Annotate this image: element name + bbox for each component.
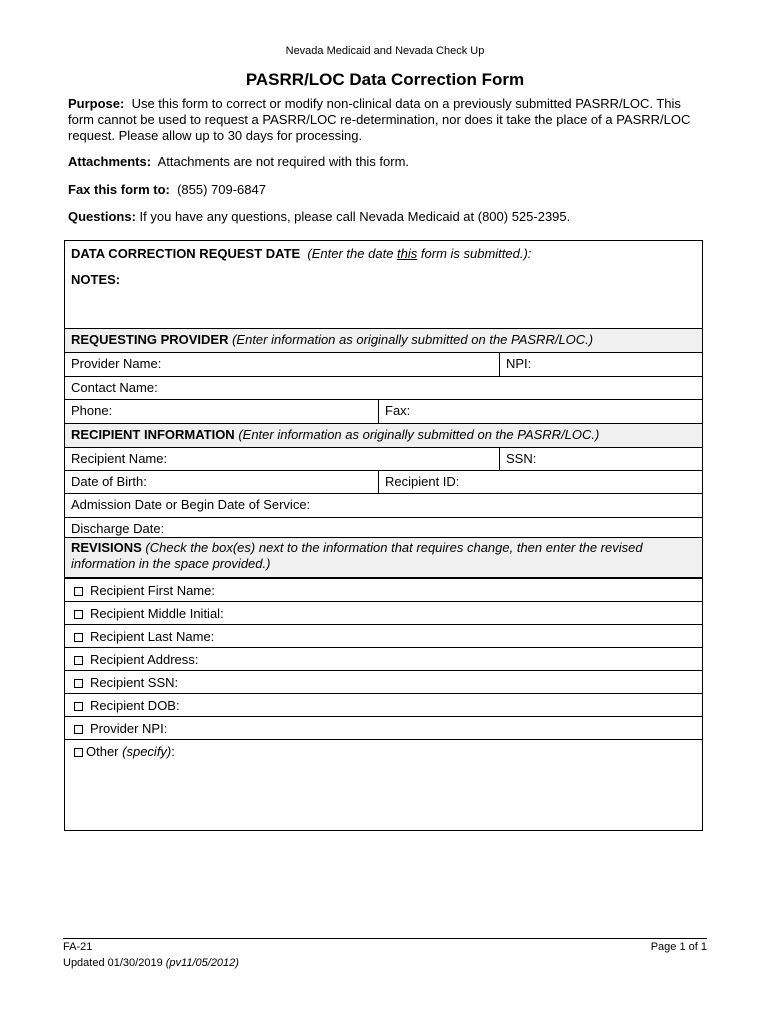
recipient-name-row: [65, 448, 702, 471]
request-date-row[interactable]: [65, 241, 702, 266]
request-date-hint-emphasis: this: [397, 246, 418, 261]
other-label: Other: [86, 744, 119, 759]
request-date-hint: [307, 246, 531, 261]
phone-fax-row: [65, 400, 702, 424]
attachments-text: Attachments are not required with this form.: [157, 154, 410, 169]
other-hint: (specify): [122, 744, 172, 759]
revision-label: Recipient SSN:: [90, 675, 179, 690]
recipient-name-field[interactable]: Recipient Name:: [71, 451, 168, 466]
discharge-date-row: [65, 518, 702, 537]
other-colon: :: [171, 744, 175, 759]
attachments-label: Attachments:: [68, 154, 152, 169]
fax-paragraph: [68, 182, 708, 198]
date-of-birth-field[interactable]: Date of Birth:: [71, 474, 147, 489]
contact-name-field[interactable]: Contact Name:: [71, 380, 158, 395]
revision-row: [65, 579, 702, 602]
purpose-label: Purpose:: [68, 96, 125, 111]
revision-checkbox-ssn[interactable]: [74, 679, 83, 688]
recipient-id-field[interactable]: Recipient ID:: [378, 471, 702, 493]
revision-row: [65, 717, 702, 740]
form-title: PASRR/LOC Data Correction Form: [245, 70, 525, 89]
provider-name-row: [65, 353, 702, 377]
updated-date: [63, 957, 239, 969]
revisions-header-label: REVISIONS: [71, 540, 142, 555]
recipient-section-header: [65, 424, 702, 448]
revision-label: Recipient Middle Initial:: [90, 606, 224, 621]
revision-label: Recipient DOB:: [90, 698, 180, 713]
provider-section-header: [65, 329, 702, 353]
revision-checkbox-last-name[interactable]: [74, 633, 83, 642]
revision-checkbox-address[interactable]: [74, 656, 83, 665]
revision-row: [65, 648, 702, 671]
purpose-text: Use this form to correct or modify non-clinical data on a previously submitted PASRR/LOC. This form cannot be used to request a PASRR/LOC re-determination, nor does it take the place of a PASRR/LOC request. Please allow up to 30 days for processing.: [68, 96, 691, 143]
revision-checkbox-provider-npi[interactable]: [74, 725, 83, 734]
admission-date-field[interactable]: Admission Date or Begin Date of Service:: [71, 497, 311, 512]
questions-text: If you have any questions, please call Nevada Medicaid at (800) 525-2395.: [139, 209, 571, 224]
previous-version: (pv11/05/2012): [165, 957, 239, 969]
revision-row: [65, 625, 702, 648]
attachments-paragraph: [68, 154, 708, 170]
updated-text: Updated 01/30/2019: [63, 957, 163, 969]
admission-date-row: [65, 494, 702, 518]
revision-label: Recipient First Name:: [90, 583, 215, 598]
revision-row: [65, 694, 702, 717]
contact-name-row: [65, 377, 702, 400]
correction-form-table: [64, 240, 703, 831]
discharge-date-field[interactable]: Discharge Date:: [71, 521, 165, 536]
provider-header-hint: (Enter information as originally submitted on the PASRR/LOC.): [232, 332, 594, 347]
ssn-field[interactable]: SSN:: [499, 448, 702, 470]
revision-label: Recipient Last Name:: [90, 629, 215, 644]
footer-divider: [63, 938, 707, 939]
agency-name: Nevada Medicaid and Nevada Check Up: [285, 45, 485, 57]
revision-row: [65, 671, 702, 694]
revision-label: Recipient Address:: [90, 652, 199, 667]
questions-paragraph: [68, 209, 708, 225]
form-number: FA-21: [63, 941, 93, 953]
request-date-label: DATA CORRECTION REQUEST DATE: [71, 246, 301, 261]
revision-other-row: [65, 740, 702, 830]
questions-label: Questions:: [68, 209, 136, 224]
revision-row: [65, 602, 702, 625]
revisions-header-hint: (Check the box(es) next to the information that requires change, then enter the revised information in the space provided.): [71, 540, 643, 571]
provider-name-field[interactable]: Provider Name:: [71, 356, 162, 371]
notes-label: NOTES:: [71, 272, 121, 287]
provider-header-label: REQUESTING PROVIDER: [71, 332, 229, 347]
recipient-header-label: RECIPIENT INFORMATION: [71, 427, 235, 442]
revision-checkbox-middle-initial[interactable]: [74, 610, 83, 619]
request-date-hint-pre: (Enter the date: [307, 246, 398, 261]
recipient-header-hint: (Enter information as originally submitted on the PASRR/LOC.): [238, 427, 600, 442]
revision-checkbox-dob[interactable]: [74, 702, 83, 711]
revision-checkbox-first-name[interactable]: [74, 587, 83, 596]
revision-checkbox-other[interactable]: [74, 748, 83, 757]
purpose-paragraph: [68, 96, 708, 144]
npi-field[interactable]: NPI:: [499, 353, 702, 376]
revisions-section-header: [65, 537, 702, 579]
revision-label: Provider NPI:: [90, 721, 168, 736]
fax-field[interactable]: Fax:: [378, 400, 702, 423]
fax-number: (855) 709-6847: [177, 182, 266, 197]
notes-row[interactable]: [65, 266, 702, 329]
phone-field[interactable]: Phone:: [71, 403, 113, 418]
page-number: Page 1 of 1: [650, 941, 707, 953]
fax-label: Fax this form to:: [68, 182, 170, 197]
request-date-hint-post: form is submitted.):: [417, 246, 532, 261]
dob-id-row: [65, 471, 702, 494]
